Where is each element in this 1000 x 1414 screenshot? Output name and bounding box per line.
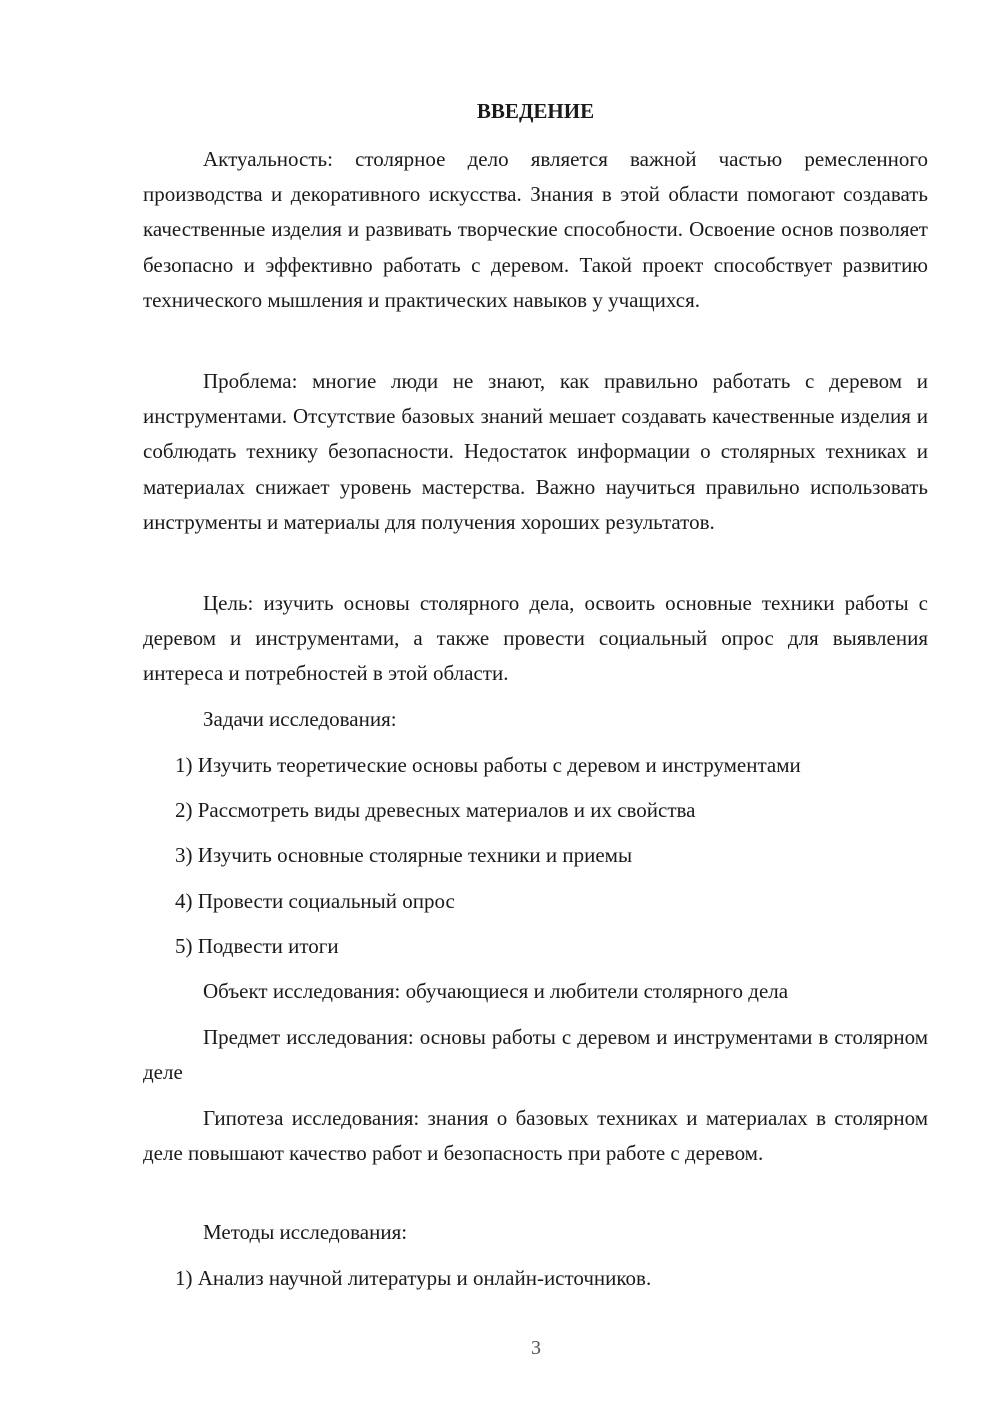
- relevance-paragraph: Актуальность: столярное дело является важной частью ремесленного производства и декоративного искусства. Знания в этой области помогают создавать качественные изделия и развивать творческие способности. Освоение основ позволяет безопасно и эффективно работать с деревом. Такой проект способствует развитию технического мышления и практических навыков у учащихся.: [143, 147, 928, 312]
- object-line: Объект исследования: обучающиеся и любители столярного дела: [203, 979, 789, 1003]
- task-item: 5) Подвести итоги: [175, 934, 339, 958]
- task-item: 3) Изучить основные столярные техники и приемы: [175, 843, 633, 867]
- method-item: 1) Анализ научной литературы и онлайн-источников.: [175, 1266, 652, 1290]
- page-number: 3: [531, 1337, 541, 1359]
- tasks-title: Задачи исследования:: [203, 707, 397, 731]
- methods-title: Методы исследования:: [203, 1220, 408, 1244]
- hypothesis-paragraph: Гипотеза исследования: знания о базовых техниках и материалах в столярном деле повышают качество работ и безопасность при работе с деревом.: [143, 1106, 928, 1166]
- task-item: 4) Провести социальный опрос: [175, 889, 455, 913]
- goal-paragraph: Цель: изучить основы столярного дела, освоить основные техники работы с деревом и инструментами, а также провести социальный опрос для выявления интереса и потребностей в этой области.: [143, 591, 928, 686]
- task-item: 1) Изучить теоретические основы работы с деревом и инструментами: [175, 753, 801, 777]
- task-item: 2) Рассмотреть виды древесных материалов и их свойства: [175, 798, 696, 822]
- problem-paragraph: Проблема: многие люди не знают, как правильно работать с деревом и инструментами. Отсутствие базовых знаний мешает создавать качественные изделия и соблюдать технику безопасности. Недостаток информации о столярных техниках и материалах снижает уровень мастерства. Важно научиться правильно использовать инструменты и материалы для получения хороших результатов.: [143, 369, 928, 534]
- section-heading: ВВЕДЕНИЕ: [476, 99, 595, 123]
- subject-paragraph: Предмет исследования: основы работы с деревом и инструментами в столярном деле: [143, 1025, 928, 1085]
